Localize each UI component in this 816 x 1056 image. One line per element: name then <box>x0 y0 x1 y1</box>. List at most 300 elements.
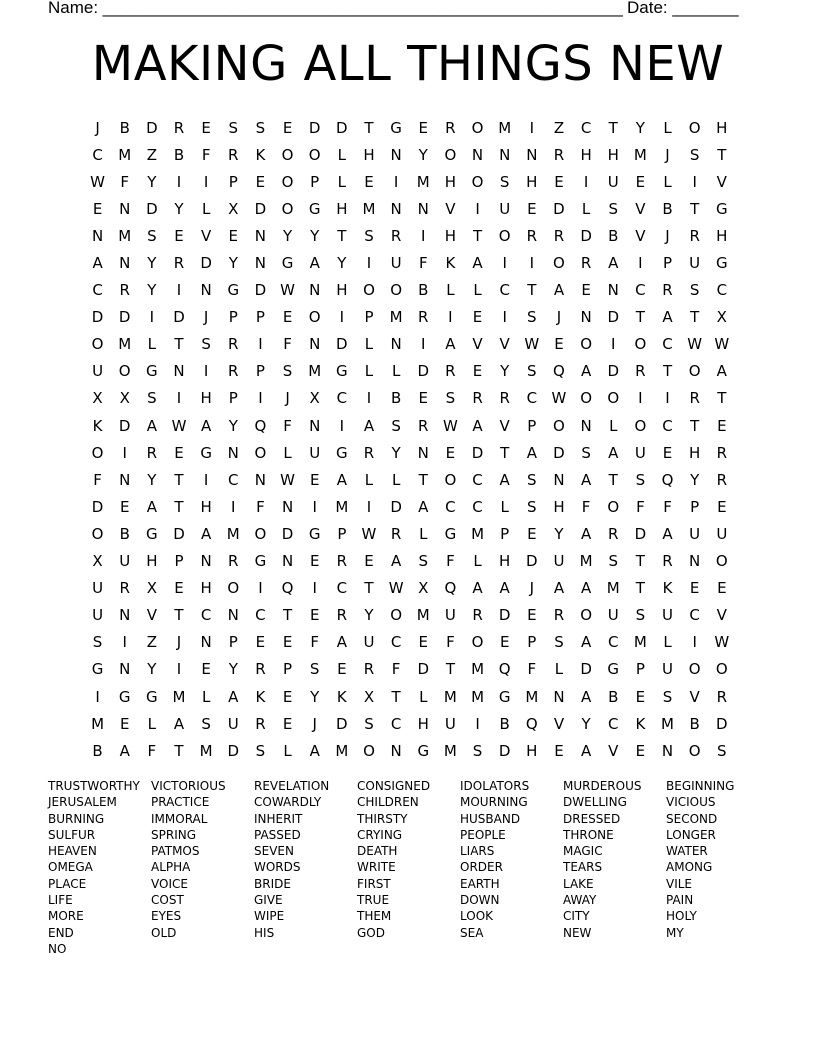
grid-letter[interactable]: N <box>91 226 104 245</box>
grid-letter[interactable]: J <box>285 389 290 408</box>
grid-letter[interactable]: D <box>91 308 104 327</box>
grid-letter[interactable]: T <box>527 281 537 300</box>
grid-letter[interactable]: Y <box>391 443 401 462</box>
grid-letter[interactable]: B <box>92 741 103 760</box>
grid-letter[interactable]: M <box>416 172 430 191</box>
grid-letter[interactable]: B <box>608 226 619 245</box>
grid-letter[interactable]: W <box>524 335 540 354</box>
grid-letter[interactable]: O <box>553 416 565 435</box>
grid-letter[interactable]: O <box>363 741 375 760</box>
grid-letter[interactable]: C <box>499 281 510 300</box>
grid-letter[interactable]: U <box>607 172 619 191</box>
grid-letter[interactable]: O <box>281 172 294 191</box>
grid-letter[interactable]: K <box>92 416 103 435</box>
grid-letter[interactable]: R <box>390 226 402 245</box>
grid-letter[interactable]: N <box>119 254 131 273</box>
grid-letter[interactable]: A <box>716 362 727 381</box>
grid-letter[interactable]: O <box>281 145 294 164</box>
grid-letter[interactable]: E <box>418 118 428 137</box>
grid-letter[interactable]: C <box>608 633 619 652</box>
grid-letter[interactable]: S <box>608 552 618 571</box>
grid-letter[interactable]: S <box>472 741 483 760</box>
grid-letter[interactable]: O <box>91 443 104 462</box>
grid-letter[interactable]: R <box>228 145 239 164</box>
grid-letter[interactable]: A <box>499 470 510 489</box>
grid-letter[interactable]: D <box>281 524 294 543</box>
grid-letter[interactable]: I <box>366 497 372 516</box>
grid-letter[interactable]: Y <box>282 226 293 245</box>
grid-letter[interactable]: O <box>688 741 701 760</box>
grid-letter[interactable]: C <box>635 281 646 300</box>
grid-letter[interactable]: R <box>363 660 375 679</box>
grid-letter[interactable]: T <box>174 606 184 625</box>
grid-letter[interactable]: P <box>364 308 374 327</box>
grid-letter[interactable]: H <box>499 552 511 571</box>
grid-letter[interactable]: U <box>309 443 321 462</box>
grid-letter[interactable]: B <box>689 714 700 733</box>
grid-letter[interactable]: K <box>635 714 646 733</box>
grid-letter[interactable]: T <box>174 335 184 354</box>
grid-letter[interactable]: A <box>662 524 673 543</box>
grid-letter[interactable]: L <box>391 470 401 489</box>
grid-letter[interactable]: L <box>609 416 618 435</box>
grid-letter[interactable]: A <box>553 579 565 598</box>
grid-letter[interactable]: H <box>336 281 348 300</box>
grid-letter[interactable]: E <box>717 497 727 516</box>
grid-letter[interactable]: I <box>638 389 643 408</box>
grid-letter[interactable]: X <box>363 687 375 706</box>
grid-letter[interactable]: A <box>472 254 483 273</box>
grid-letter[interactable]: U <box>227 714 239 733</box>
grid-letter[interactable]: D <box>390 497 402 516</box>
grid-letter[interactable]: X <box>146 579 157 598</box>
grid-letter[interactable]: R <box>418 416 429 435</box>
grid-letter[interactable]: H <box>716 226 728 245</box>
grid-letter[interactable]: R <box>553 606 565 625</box>
grid-letter[interactable]: C <box>92 281 103 300</box>
grid-letter[interactable]: T <box>282 606 293 625</box>
grid-letter[interactable]: D <box>227 741 240 760</box>
grid-letter[interactable]: I <box>122 633 127 652</box>
grid-letter[interactable]: R <box>255 660 266 679</box>
grid-letter[interactable]: G <box>254 552 267 571</box>
grid-letter[interactable]: O <box>498 226 511 245</box>
grid-letter[interactable]: O <box>390 281 403 300</box>
grid-letter[interactable]: M <box>606 579 620 598</box>
grid-letter[interactable]: F <box>391 660 401 679</box>
grid-letter[interactable]: W <box>361 524 377 543</box>
grid-letter[interactable]: R <box>336 552 348 571</box>
grid-letter[interactable]: U <box>716 524 728 543</box>
grid-letter[interactable]: I <box>366 254 372 273</box>
grid-letter[interactable]: F <box>527 660 537 679</box>
grid-letter[interactable]: R <box>336 606 348 625</box>
grid-letter[interactable]: N <box>417 199 429 218</box>
grid-letter[interactable]: D <box>607 362 620 381</box>
grid-letter[interactable]: D <box>118 308 131 327</box>
grid-letter[interactable]: O <box>471 118 484 137</box>
grid-letter[interactable]: H <box>716 118 728 137</box>
grid-letter[interactable]: N <box>200 633 212 652</box>
grid-letter[interactable]: I <box>258 389 263 408</box>
grid-letter[interactable]: S <box>689 145 700 164</box>
grid-letter[interactable]: R <box>119 281 130 300</box>
grid-letter[interactable]: O <box>471 172 484 191</box>
grid-letter[interactable]: N <box>417 443 429 462</box>
grid-letter[interactable]: I <box>611 335 616 354</box>
grid-letter[interactable]: G <box>417 741 430 760</box>
grid-letter[interactable]: M <box>443 687 457 706</box>
grid-letter[interactable]: I <box>529 118 535 137</box>
grid-letter[interactable]: M <box>471 687 485 706</box>
grid-letter[interactable]: N <box>309 416 321 435</box>
grid-letter[interactable]: S <box>608 199 618 218</box>
grid-letter[interactable]: Q <box>281 579 294 598</box>
grid-letter[interactable]: B <box>418 281 429 300</box>
grid-letter[interactable]: N <box>281 552 294 571</box>
grid-letter[interactable]: U <box>607 606 619 625</box>
grid-letter[interactable]: U <box>390 254 402 273</box>
grid-letter[interactable]: E <box>174 579 184 598</box>
grid-letter[interactable]: S <box>201 335 211 354</box>
grid-letter[interactable]: U <box>363 633 375 652</box>
grid-letter[interactable]: D <box>498 606 511 625</box>
grid-letter[interactable]: J <box>665 145 670 164</box>
grid-letter[interactable]: N <box>553 470 565 489</box>
grid-letter[interactable]: N <box>661 741 674 760</box>
grid-letter[interactable]: T <box>635 579 645 598</box>
grid-letter[interactable]: I <box>583 172 589 191</box>
grid-letter[interactable]: S <box>527 308 537 327</box>
grid-letter[interactable]: E <box>92 199 103 218</box>
grid-letter[interactable]: M <box>525 687 539 706</box>
grid-letter[interactable]: T <box>635 308 645 327</box>
grid-letter[interactable]: F <box>120 172 130 191</box>
grid-letter[interactable]: M <box>308 362 322 381</box>
grid-letter[interactable]: L <box>473 552 482 571</box>
grid-letter[interactable]: L <box>663 118 672 137</box>
grid-letter[interactable]: O <box>227 579 240 598</box>
grid-letter[interactable]: A <box>336 470 347 489</box>
grid-letter[interactable]: N <box>173 362 185 381</box>
grid-letter[interactable]: J <box>665 226 670 245</box>
grid-letter[interactable]: G <box>336 362 348 381</box>
grid-letter[interactable]: G <box>336 443 348 462</box>
grid-letter[interactable]: C <box>336 579 348 598</box>
grid-letter[interactable]: O <box>580 335 592 354</box>
grid-letter[interactable]: R <box>119 579 130 598</box>
grid-letter[interactable]: S <box>527 470 537 489</box>
grid-letter[interactable]: C <box>662 416 673 435</box>
grid-letter[interactable]: A <box>580 470 592 489</box>
grid-letter[interactable]: M <box>443 741 457 760</box>
grid-letter[interactable]: G <box>390 118 402 137</box>
grid-letter[interactable]: E <box>174 226 184 245</box>
grid-letter[interactable]: R <box>363 443 375 462</box>
grid-letter[interactable]: N <box>471 145 484 164</box>
grid-letter[interactable]: C <box>336 389 348 408</box>
grid-letter[interactable]: B <box>390 389 402 408</box>
grid-letter[interactable]: W <box>280 470 295 489</box>
grid-letter[interactable]: V <box>499 416 510 435</box>
grid-letter[interactable]: A <box>309 741 320 760</box>
grid-letter[interactable]: U <box>499 199 511 218</box>
grid-letter[interactable]: P <box>255 362 265 381</box>
grid-letter[interactable]: E <box>554 335 564 354</box>
grid-letter[interactable]: S <box>201 714 211 733</box>
grid-letter[interactable]: P <box>690 497 700 516</box>
grid-letter[interactable]: M <box>389 308 403 327</box>
grid-letter[interactable]: Y <box>364 606 374 625</box>
grid-letter[interactable]: T <box>364 579 374 598</box>
grid-letter[interactable]: D <box>146 199 158 218</box>
grid-letter[interactable]: E <box>554 172 564 191</box>
grid-letter[interactable]: K <box>255 145 266 164</box>
grid-letter[interactable]: H <box>146 552 158 571</box>
grid-letter[interactable]: P <box>228 308 238 327</box>
grid-letter[interactable]: D <box>91 497 104 516</box>
grid-letter[interactable]: S <box>418 552 429 571</box>
grid-letter[interactable]: T <box>608 118 618 137</box>
grid-letter[interactable]: S <box>635 606 646 625</box>
grid-letter[interactable]: I <box>122 443 127 462</box>
grid-letter[interactable]: Y <box>635 118 645 137</box>
grid-letter[interactable]: H <box>580 145 592 164</box>
grid-letter[interactable]: O <box>634 416 647 435</box>
grid-letter[interactable]: Y <box>310 687 320 706</box>
grid-letter[interactable]: R <box>146 443 158 462</box>
grid-letter[interactable]: L <box>364 470 374 489</box>
grid-letter[interactable]: O <box>91 335 104 354</box>
grid-letter[interactable]: S <box>255 741 266 760</box>
grid-letter[interactable]: O <box>254 524 267 543</box>
grid-letter[interactable]: O <box>688 362 701 381</box>
grid-letter[interactable]: N <box>499 145 511 164</box>
grid-letter[interactable]: G <box>715 199 728 218</box>
grid-letter[interactable]: W <box>280 281 295 300</box>
grid-letter[interactable]: X <box>309 389 320 408</box>
grid-letter[interactable]: E <box>228 226 239 245</box>
grid-letter[interactable]: R <box>418 308 429 327</box>
grid-letter[interactable]: E <box>201 660 211 679</box>
grid-letter[interactable]: A <box>580 579 592 598</box>
grid-letter[interactable]: O <box>118 362 131 381</box>
grid-letter[interactable]: E <box>282 714 293 733</box>
grid-letter[interactable]: E <box>364 172 374 191</box>
grid-letter[interactable]: R <box>445 118 456 137</box>
grid-letter[interactable]: V <box>146 606 157 625</box>
grid-letter[interactable]: O <box>715 552 728 571</box>
grid-letter[interactable]: O <box>390 606 403 625</box>
grid-letter[interactable]: E <box>527 524 537 543</box>
grid-letter[interactable]: L <box>473 281 482 300</box>
grid-letter[interactable]: P <box>228 389 238 408</box>
grid-letter[interactable]: U <box>444 714 456 733</box>
grid-letter[interactable]: I <box>176 172 182 191</box>
grid-letter[interactable]: K <box>445 254 456 273</box>
grid-letter[interactable]: Y <box>310 226 320 245</box>
grid-letter[interactable]: H <box>200 579 212 598</box>
grid-letter[interactable]: R <box>173 254 185 273</box>
grid-letter[interactable]: E <box>282 633 293 652</box>
grid-letter[interactable]: L <box>391 362 401 381</box>
grid-letter[interactable]: N <box>526 145 538 164</box>
grid-letter[interactable]: T <box>472 226 483 245</box>
grid-letter[interactable]: G <box>308 524 321 543</box>
grid-letter[interactable]: N <box>254 470 267 489</box>
grid-letter[interactable]: A <box>390 552 402 571</box>
grid-letter[interactable]: R <box>228 552 239 571</box>
grid-letter[interactable]: N <box>309 335 321 354</box>
grid-letter[interactable]: F <box>147 741 157 760</box>
grid-letter[interactable]: P <box>283 660 293 679</box>
grid-letter[interactable]: A <box>472 416 483 435</box>
grid-letter[interactable]: F <box>446 633 455 652</box>
grid-letter[interactable]: B <box>173 145 185 164</box>
grid-letter[interactable]: T <box>418 470 428 489</box>
grid-letter[interactable]: L <box>364 335 374 354</box>
grid-letter[interactable]: X <box>228 199 239 218</box>
grid-letter[interactable]: M <box>91 714 105 733</box>
grid-letter[interactable]: L <box>554 660 564 679</box>
grid-letter[interactable]: N <box>607 281 619 300</box>
grid-letter[interactable]: D <box>498 741 511 760</box>
grid-letter[interactable]: M <box>226 524 240 543</box>
grid-letter[interactable]: U <box>119 552 131 571</box>
grid-letter[interactable]: I <box>203 470 209 489</box>
grid-letter[interactable]: I <box>692 633 697 652</box>
grid-letter[interactable]: W <box>90 172 105 191</box>
grid-letter[interactable]: P <box>174 552 184 571</box>
grid-letter[interactable]: M <box>661 714 674 733</box>
grid-letter[interactable]: Q <box>254 416 267 435</box>
grid-letter[interactable]: Z <box>553 118 565 137</box>
grid-letter[interactable]: N <box>390 741 402 760</box>
grid-letter[interactable]: R <box>228 362 239 381</box>
grid-letter[interactable]: U <box>689 254 701 273</box>
grid-letter[interactable]: L <box>663 172 672 191</box>
grid-letter[interactable]: E <box>309 552 320 571</box>
grid-letter[interactable]: F <box>636 497 645 516</box>
grid-letter[interactable]: N <box>200 281 212 300</box>
grid-letter[interactable]: W <box>442 416 458 435</box>
grid-letter[interactable]: D <box>336 335 348 354</box>
grid-letter[interactable]: O <box>444 145 457 164</box>
grid-letter[interactable]: G <box>715 254 728 273</box>
grid-letter[interactable]: U <box>634 443 646 462</box>
grid-letter[interactable]: E <box>337 660 347 679</box>
grid-letter[interactable]: C <box>608 714 619 733</box>
grid-letter[interactable]: P <box>228 172 238 191</box>
grid-letter[interactable]: L <box>663 633 672 652</box>
grid-letter[interactable]: W <box>714 633 730 652</box>
grid-letter[interactable]: Y <box>690 470 700 489</box>
grid-letter[interactable]: O <box>715 660 728 679</box>
grid-letter[interactable]: C <box>228 470 239 489</box>
grid-letter[interactable]: R <box>499 389 510 408</box>
grid-letter[interactable]: V <box>689 687 700 706</box>
grid-letter[interactable]: M <box>335 741 349 760</box>
grid-letter[interactable]: P <box>228 633 238 652</box>
grid-letter[interactable]: V <box>201 226 212 245</box>
grid-letter[interactable]: E <box>255 172 266 191</box>
grid-letter[interactable]: A <box>119 741 130 760</box>
grid-letter[interactable]: O <box>607 389 620 408</box>
grid-letter[interactable]: T <box>337 226 347 245</box>
grid-letter[interactable]: T <box>690 416 700 435</box>
grid-letter[interactable]: S <box>445 389 456 408</box>
grid-letter[interactable]: R <box>526 226 538 245</box>
grid-letter[interactable]: R <box>689 389 700 408</box>
grid-letter[interactable]: O <box>634 335 647 354</box>
grid-letter[interactable]: E <box>364 552 374 571</box>
grid-letter[interactable]: H <box>444 172 457 191</box>
grid-letter[interactable]: U <box>444 606 456 625</box>
grid-letter[interactable]: I <box>339 416 345 435</box>
grid-letter[interactable]: C <box>255 606 266 625</box>
grid-letter[interactable]: I <box>638 254 643 273</box>
grid-letter[interactable]: N <box>390 145 402 164</box>
grid-letter[interactable]: I <box>176 281 182 300</box>
grid-letter[interactable]: G <box>146 524 158 543</box>
grid-letter[interactable]: N <box>281 497 294 516</box>
grid-letter[interactable]: L <box>581 199 591 218</box>
grid-letter[interactable]: K <box>336 687 347 706</box>
grid-letter[interactable]: M <box>633 145 647 164</box>
grid-letter[interactable]: A <box>580 362 592 381</box>
grid-letter[interactable]: Q <box>444 579 457 598</box>
grid-letter[interactable]: H <box>200 389 212 408</box>
grid-letter[interactable]: R <box>716 470 728 489</box>
grid-letter[interactable]: Y <box>228 254 238 273</box>
grid-letter[interactable]: V <box>716 172 727 191</box>
grid-letter[interactable]: R <box>662 552 673 571</box>
grid-letter[interactable]: Q <box>661 470 674 489</box>
grid-letter[interactable]: M <box>172 687 186 706</box>
grid-letter[interactable]: O <box>471 633 484 652</box>
grid-letter[interactable]: X <box>92 552 103 571</box>
grid-letter[interactable]: H <box>363 145 375 164</box>
grid-letter[interactable]: D <box>146 118 158 137</box>
grid-letter[interactable]: A <box>228 687 239 706</box>
grid-letter[interactable]: A <box>309 254 320 273</box>
grid-letter[interactable]: E <box>255 633 266 652</box>
grid-letter[interactable]: E <box>527 606 537 625</box>
grid-letter[interactable]: L <box>147 714 157 733</box>
grid-letter[interactable]: R <box>390 524 402 543</box>
grid-letter[interactable]: A <box>445 335 456 354</box>
grid-letter[interactable]: N <box>553 687 565 706</box>
grid-letter[interactable]: R <box>689 226 700 245</box>
grid-letter[interactable]: F <box>446 552 455 571</box>
grid-letter[interactable]: T <box>174 470 184 489</box>
grid-letter[interactable]: R <box>472 389 483 408</box>
grid-letter[interactable]: S <box>309 660 320 679</box>
grid-letter[interactable]: E <box>689 579 700 598</box>
grid-letter[interactable]: N <box>254 254 267 273</box>
grid-letter[interactable]: S <box>717 741 727 760</box>
grid-letter[interactable]: B <box>499 714 510 733</box>
grid-letter[interactable]: R <box>173 118 185 137</box>
grid-letter[interactable]: D <box>471 443 484 462</box>
grid-letter[interactable]: G <box>227 281 240 300</box>
grid-letter[interactable]: X <box>418 579 429 598</box>
grid-letter[interactable]: D <box>308 118 321 137</box>
grid-letter[interactable]: U <box>689 524 701 543</box>
grid-letter[interactable]: X <box>119 389 130 408</box>
grid-letter[interactable]: F <box>283 335 292 354</box>
grid-letter[interactable]: E <box>554 741 564 760</box>
